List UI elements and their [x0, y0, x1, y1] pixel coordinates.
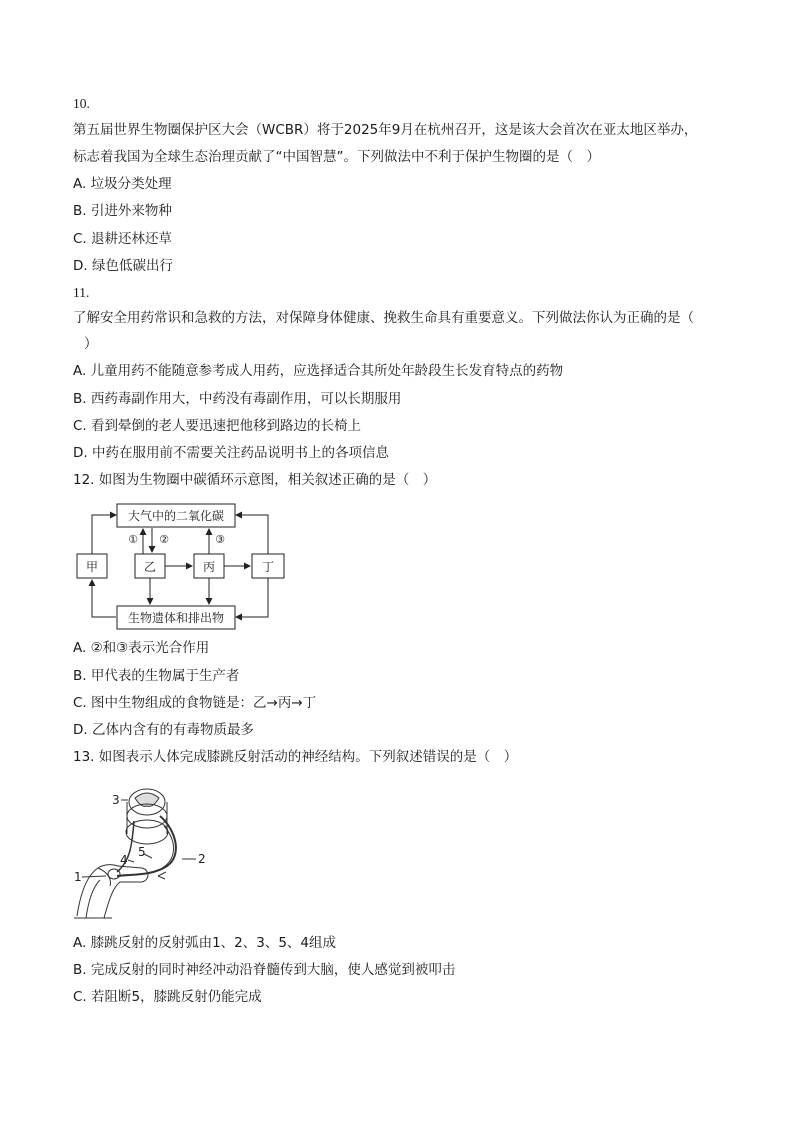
bing-label: 丙 [202, 560, 216, 574]
label-circled-1: ① [128, 533, 138, 546]
question-13-option-a: A. 膝跳反射的反射弧由1、2、3、5、4组成 [73, 935, 337, 951]
question-12-option-d: D. 乙体内含有的有毒物质最多 [73, 722, 254, 738]
question-10-stem-line1: 第五届世界生物圈保护区大会（WCBR）将于2025年9月在杭州召开，这是该大会首次在亚太地区举办， [73, 122, 698, 138]
knee-jerk-reflex-figure [72, 776, 212, 926]
question-11-option-d: D. 中药在服用前不需要关注药品说明书上的各项信息 [73, 445, 389, 461]
question-10-stem-line2: 标志着我国为全球生态治理贡献了“中国智慧”。下列做法中不利于保护生物圈的是（ ） [73, 149, 600, 165]
arrow-ding-to-remains [236, 578, 268, 617]
figure-label-3: 3 [112, 793, 120, 807]
question-11-option-a: A. 儿童用药不能随意参考成人用药，应选择适合其所处年龄段生长发育特点的药物 [73, 363, 564, 379]
label-circled-3: ③ [215, 533, 225, 546]
question-10-option-b: B. 引进外来物种 [73, 203, 172, 219]
question-10-option-d: D. 绿色低碳出行 [73, 258, 173, 274]
atmosphere-co2-label: 大气中的二氧化碳 [127, 509, 225, 523]
question-10-option-a: A. 垃圾分类处理 [73, 176, 172, 192]
carbon-cycle-diagram [72, 496, 292, 634]
figure-label-2: 2 [198, 852, 206, 866]
jia-label: 甲 [85, 560, 99, 574]
arrow-remains-to-jia [92, 580, 116, 617]
question-10-option-c: C. 退耕还林还草 [73, 231, 173, 247]
question-13-stem: 13. 如图表示人体完成膝跳反射活动的神经结构。下列叙述错误的是（ ） [73, 749, 518, 765]
question-12-option-b: B. 甲代表的生物属于生产者 [73, 668, 240, 684]
remains-label: 生物遗体和排出物 [127, 611, 225, 625]
question-12-stem: 12. 如图为生物圈中碳循环示意图，相关叙述正确的是（ ） [73, 472, 437, 488]
question-10-number: 10. [73, 96, 90, 111]
question-13-option-c: C. 若阻断5，膝跳反射仍能完成 [73, 989, 262, 1005]
figure-label-5: 5 [138, 845, 146, 859]
arrow-ding-to-atmosphere [236, 515, 268, 554]
figure-label-4: 4 [120, 853, 128, 867]
question-11-number: 11. [73, 285, 90, 300]
ding-label: 丁 [261, 560, 275, 574]
question-11-stem-line1: 了解安全用药常识和急救的方法，对保障身体健康、挽救生命具有重要意义。下列做法你认为正确的是（ [73, 310, 694, 326]
yi-label: 乙 [143, 560, 157, 574]
question-11-stem-line2: ） [84, 336, 98, 352]
figure-label-1: 1 [74, 870, 82, 884]
question-11-option-c: C. 看到晕倒的老人要迅速把他移到路边的长椅上 [73, 418, 362, 434]
question-12-option-c: C. 图中生物组成的食物链是：乙→丙→丁 [73, 695, 317, 711]
question-11-option-b: B. 西药毒副作用大，中药没有毒副作用，可以长期服用 [73, 391, 402, 407]
question-12-option-a: A. ②和③表示光合作用 [73, 640, 210, 656]
label-circled-2: ② [159, 533, 169, 546]
question-13-option-b: B. 完成反射的同时神经冲动沿脊髓传到大脑，使人感觉到被叩击 [73, 962, 456, 978]
arrow-jia-to-atmosphere [92, 515, 116, 554]
